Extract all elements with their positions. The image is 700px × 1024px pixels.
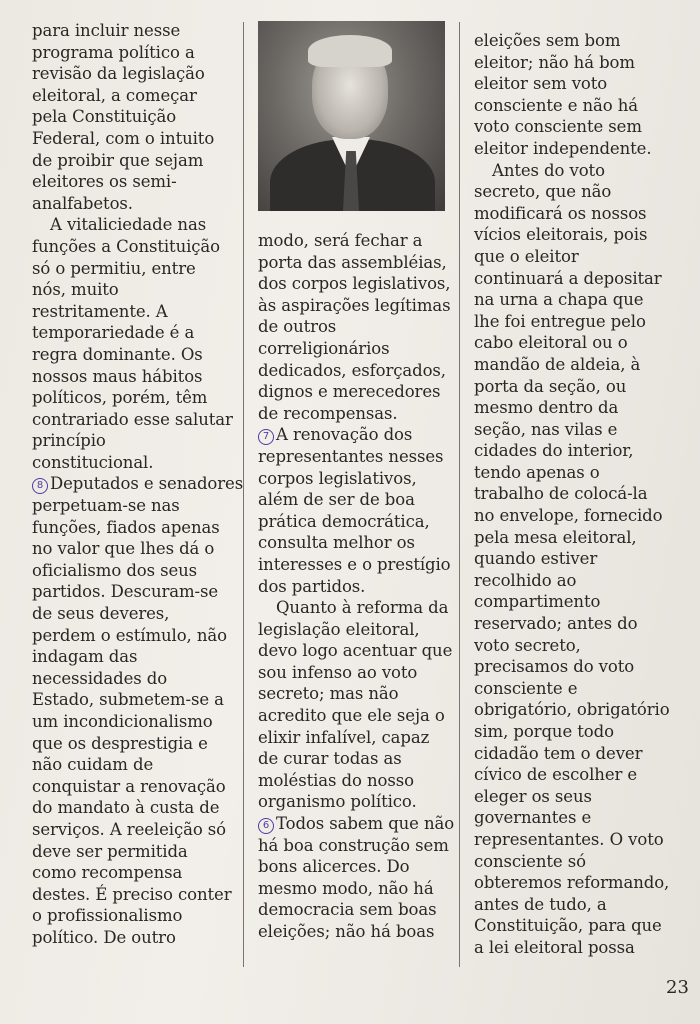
text-line: voto consciente sem xyxy=(474,117,642,137)
text-line: Estado, submetem-se a xyxy=(32,690,224,710)
text-line: no envelope, fornecido xyxy=(474,506,663,526)
text-column-right xyxy=(474,30,689,959)
text-line: político. De outro xyxy=(32,927,176,947)
handwritten-mark: 7 xyxy=(258,429,274,445)
text-line: eleger os seus xyxy=(474,786,592,806)
text-line: antes de tudo, a xyxy=(474,894,607,914)
text-line: seção, nas vilas e xyxy=(474,419,618,439)
text-line: mandão de aldeia, à xyxy=(474,354,641,374)
text-line: conquistar a renovação xyxy=(32,776,226,796)
text-line: eleitor sem voto xyxy=(474,74,608,94)
text-line: porta da seção, ou xyxy=(474,376,627,396)
text-line: de seus deveres, xyxy=(32,604,170,624)
text-line: consciente e xyxy=(474,678,578,698)
text-line: reservado; antes do xyxy=(474,614,638,634)
text-line: programa político a xyxy=(32,42,195,62)
text-line: modificará os nossos xyxy=(474,203,647,223)
text-line: obrigatório, obrigatório xyxy=(474,700,670,720)
text-line: só o permitiu, entre xyxy=(32,258,196,278)
handwritten-mark: 8 xyxy=(32,478,48,494)
text-line: na urna a chapa que xyxy=(474,290,644,310)
text-line: modo, será fechar a xyxy=(258,231,423,250)
text-line: A vitaliciedade nas xyxy=(50,215,207,235)
text-line: nós, muito xyxy=(32,280,119,300)
text-line: precisamos do voto xyxy=(474,657,635,677)
text-line: legislação eleitoral, xyxy=(258,619,420,639)
text-line: moléstias do nosso xyxy=(258,770,414,790)
text-line: no valor que lhes dá o xyxy=(32,539,215,559)
text-line: mesmo dentro da xyxy=(474,398,619,418)
text-line: bons alicerces. Do xyxy=(258,857,410,877)
text-line: funções a Constituição xyxy=(32,236,221,256)
text-line: Antes do voto xyxy=(492,160,605,180)
text-line: dos corpos legislativos, xyxy=(258,274,451,294)
text-line: governantes e xyxy=(474,808,592,828)
text-line: de outros xyxy=(258,317,337,337)
text-line: dedicados, esforçados, xyxy=(258,360,446,380)
text-line: cidades do interior, xyxy=(474,441,634,461)
text-line: a lei eleitoral possa xyxy=(474,937,635,957)
text-line: que os desprestigia e xyxy=(32,733,208,753)
handwritten-mark: 6 xyxy=(258,818,274,834)
text-line: deve ser permitida xyxy=(32,841,188,861)
text-line: interesses e o prestígio xyxy=(258,554,451,574)
text-line: corpos legislativos, xyxy=(258,468,417,488)
text-line: temporariedade é a xyxy=(32,323,195,343)
text-line: como recompensa xyxy=(32,863,183,883)
text-line: porta das assembléias, xyxy=(258,252,447,272)
text-line: eleições sem bom xyxy=(474,31,621,50)
text-line: mesmo modo, não há xyxy=(258,878,434,898)
text-line: secreto, que não xyxy=(474,182,612,202)
text-line: 7 A renovação dos xyxy=(258,424,458,446)
text-line: princípio xyxy=(32,431,106,451)
text-line: correligionários xyxy=(258,338,390,358)
text-line: 8 Deputados e senadores xyxy=(32,473,242,495)
text-line: vícios eleitorais, pois xyxy=(474,225,648,245)
column-divider-right xyxy=(459,22,460,967)
text-line: devo logo acentuar que xyxy=(258,641,453,661)
column-divider-left xyxy=(243,22,244,967)
text-line: Constituição, para que xyxy=(474,916,662,936)
text-line: Federal, com o intuito xyxy=(32,128,215,148)
text-line: do mandato à custa de xyxy=(32,798,220,818)
text-line: necessidades do xyxy=(32,668,168,688)
text-line: funções, fiados apenas xyxy=(32,517,220,537)
text-line: 6 Todos sabem que não xyxy=(258,813,458,835)
text-line: obteremos reformando, xyxy=(474,873,670,893)
text-line: eleições; não há boas xyxy=(258,922,435,941)
text-line: eleitores os semi- xyxy=(32,172,177,192)
text-line: indagam das xyxy=(32,647,138,667)
text-line: pela mesa eleitoral, xyxy=(474,527,637,547)
text-line: restritamente. A xyxy=(32,301,168,321)
text-line: cívico de escolher e xyxy=(474,765,638,785)
text-line: democracia sem boas xyxy=(258,900,437,920)
text-line: lhe foi entregue pelo xyxy=(474,311,646,331)
text-line: organismo político. xyxy=(258,792,417,812)
text-line: serviços. A reeleição só xyxy=(32,819,227,839)
text-line: um incondicionalismo xyxy=(32,712,213,731)
text-line: há boa construção sem xyxy=(258,835,449,855)
text-line: cabo eleitoral ou o xyxy=(474,333,628,353)
text-line: constitucional. xyxy=(32,452,154,472)
text-column-middle xyxy=(258,230,458,943)
text-line: sou infenso ao voto xyxy=(258,662,418,682)
text-line: elixir infalível, capaz xyxy=(258,727,430,747)
page-number: 23 xyxy=(666,977,689,998)
text-line: políticos, porém, têm xyxy=(32,388,208,408)
text-column-left xyxy=(32,20,242,949)
text-line: eleitor; não há bom xyxy=(474,52,635,72)
text-line: consciente e não há xyxy=(474,95,639,115)
text-line: Quanto à reforma da xyxy=(276,598,449,618)
text-line: trabalho de colocá-la xyxy=(474,484,648,504)
text-line: recolhido ao xyxy=(474,570,577,590)
text-line: revisão da legislação xyxy=(32,64,205,84)
text-line: o profissionalismo xyxy=(32,906,183,926)
text-line: compartimento xyxy=(474,592,601,612)
text-line: perpetuam-se nas xyxy=(32,496,180,516)
text-line: consciente só xyxy=(474,851,586,871)
text-line: para incluir nesse xyxy=(32,21,181,40)
text-line: nossos maus hábitos xyxy=(32,366,203,386)
text-line: prática democrática, xyxy=(258,511,430,531)
text-line: de proibir que sejam xyxy=(32,150,204,170)
text-line: representantes nesses xyxy=(258,446,444,466)
text-line: regra dominante. Os xyxy=(32,344,203,364)
text-line: secreto; mas não xyxy=(258,684,399,704)
text-line: perdem o estímulo, não xyxy=(32,625,227,645)
text-line: de curar todas as xyxy=(258,749,402,769)
text-line: eleitor independente. xyxy=(474,138,652,158)
text-line: tendo apenas o xyxy=(474,462,600,482)
text-line: cidadão tem o dever xyxy=(474,743,643,763)
text-line: eleitoral, a começar xyxy=(32,85,197,105)
text-line: voto secreto, xyxy=(474,635,581,655)
text-line: destes. É preciso conter xyxy=(32,884,232,904)
text-line: partidos. Descuram-se xyxy=(32,582,219,602)
text-line: pela Constituição xyxy=(32,107,177,127)
text-line: consulta melhor os xyxy=(258,533,415,553)
text-line: dos partidos. xyxy=(258,576,366,596)
text-line: dignos e merecedores xyxy=(258,382,441,402)
text-line: além de ser de boa xyxy=(258,490,415,510)
text-line: continuará a depositar xyxy=(474,268,662,288)
text-line: não cuidam de xyxy=(32,755,154,775)
text-line: de recompensas. xyxy=(258,403,398,423)
text-line: analfabetos. xyxy=(32,193,133,213)
text-line: sim, porque todo xyxy=(474,722,614,741)
portrait-photo xyxy=(258,21,445,211)
text-line: oficialismo dos seus xyxy=(32,560,198,580)
text-line: acredito que ele seja o xyxy=(258,706,445,726)
text-line: representantes. O voto xyxy=(474,829,664,849)
text-line: contrariado esse salutar xyxy=(32,409,233,429)
text-line: quando estiver xyxy=(474,549,598,569)
text-line: às aspirações legítimas xyxy=(258,295,451,315)
text-line: que o eleitor xyxy=(474,246,579,266)
